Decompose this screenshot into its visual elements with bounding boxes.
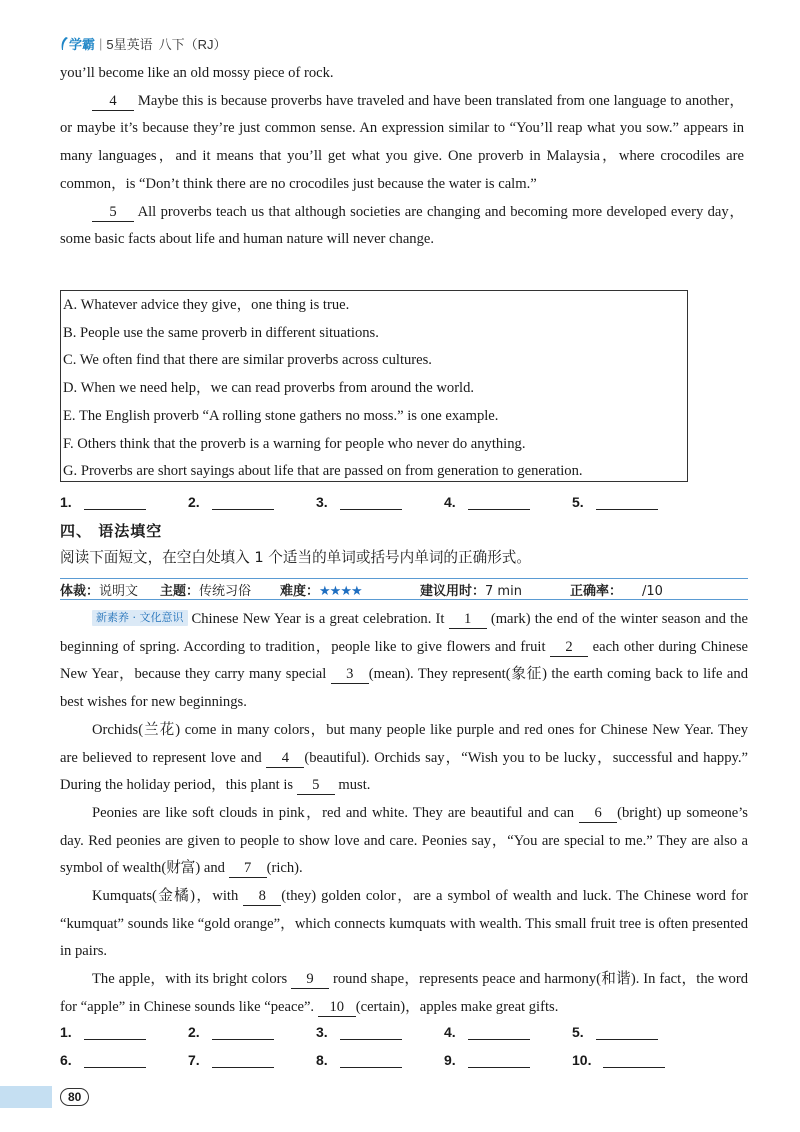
page-header: [60, 34, 227, 53]
paragraph-text: All proverbs teach us that although societies are changing and becoming more developed every day，some basic facts about life and human nature will never change.: [60, 203, 744, 248]
brand-logo: [60, 34, 95, 53]
header-divider: |: [99, 36, 103, 51]
answer-line[interactable]: [340, 1025, 402, 1040]
answer-line[interactable]: [468, 1053, 530, 1068]
answer-cell: [572, 1024, 700, 1040]
option-c: C. We often find that there are similar proverbs across cultures.: [63, 352, 432, 369]
answer-number: 2.: [188, 494, 200, 510]
answer-blank[interactable]: 9: [291, 970, 329, 989]
answer-cell: [316, 494, 444, 510]
answer-row-section3: [60, 494, 700, 510]
series-name: 5星英语: [106, 37, 153, 52]
answer-line[interactable]: [212, 1053, 274, 1068]
option-e: E. The English proverb “A rolling stone gathers no moss.” is one example.: [63, 407, 499, 424]
topic-info: 主题：传统习俗: [160, 583, 252, 599]
literacy-tag: 新素养 · 文化意识: [92, 610, 188, 626]
grade-label: 八下（RJ）: [158, 37, 227, 52]
answer-number: 1.: [60, 494, 72, 510]
answer-blank[interactable]: 4: [266, 749, 304, 768]
section-title: 四、 语法填空: [60, 522, 163, 540]
passage2-paragraph-3: Peonies are like soft clouds in pink，red and white. They are beautiful and can 6 (bright) up someone’s day. Red peonies are given to people to show love and care. Peonies say，“You are special to me.” They are also a symbol of wealth(财富) and 7 (rich).: [60, 804, 748, 877]
difficulty-stars-icon: ★★★★: [319, 583, 362, 599]
paragraph-text: Maybe this is because proverbs have traveled and have been translated from one language to another，or maybe it’s because they’re just common sense. An expression similar to “You’ll reap what you sow.” appears in many languages，and it means that you’ll get what you give. One proverb in Malaysia，where crocodiles are common，is “Don’t think there are no crocodiles just because the water is calm.”: [60, 92, 744, 192]
option-d: D. When we need help，we can read proverbs from around the world.: [63, 380, 475, 397]
passage-paragraph-5: [60, 199, 744, 254]
answer-row-section4-b: [60, 1052, 700, 1068]
option-g: G. Proverbs are short sayings about life that are passed on from generation to generation.: [63, 463, 583, 480]
answer-number: 1.: [60, 1024, 72, 1040]
answer-line[interactable]: [468, 495, 530, 510]
answer-cell: [60, 1052, 188, 1068]
answer-cell: [60, 494, 188, 510]
answer-cell: [572, 494, 700, 510]
passage-one: [60, 60, 744, 254]
answer-number: 9.: [444, 1052, 456, 1068]
answer-blank[interactable]: 6: [579, 804, 617, 823]
answer-cell: [444, 1024, 572, 1040]
passage-paragraph-4: [60, 88, 744, 199]
answer-blank[interactable]: 5: [92, 203, 134, 222]
answer-number: 10.: [572, 1052, 592, 1068]
answer-line[interactable]: [212, 1025, 274, 1040]
answer-number: 8.: [316, 1052, 328, 1068]
answer-number: 3.: [316, 1024, 328, 1040]
answer-line[interactable]: [84, 1025, 146, 1040]
answer-row-section4-a: [60, 1024, 700, 1040]
option-a: A. Whatever advice they give，one thing is true.: [63, 297, 350, 313]
answer-cell: [572, 1052, 700, 1068]
answer-blank[interactable]: 2: [550, 638, 588, 657]
answer-blank[interactable]: 10: [318, 998, 356, 1017]
time-info: 建议用时：7 min: [420, 583, 522, 599]
answer-blank[interactable]: 1: [449, 610, 487, 629]
exercise-info-bar: [60, 578, 748, 600]
answer-cell: [316, 1052, 444, 1068]
answer-line[interactable]: [596, 1025, 658, 1040]
page-number: 80: [60, 1088, 89, 1106]
accuracy-info: 正确率： /10: [570, 583, 663, 599]
section-instruction: 阅读下面短文，在空白处填入 1 个适当的单词或括号内单词的正确形式。: [60, 549, 531, 566]
options-box: [60, 290, 688, 482]
answer-line[interactable]: [603, 1053, 665, 1068]
answer-number: 5.: [572, 494, 584, 510]
answer-blank[interactable]: 7: [229, 859, 267, 878]
passage2-paragraph-1: 新素养 · 文化意识 Chinese New Year is a great celebration. It 1 (mark) the end of the winter season and the beginning of spring. According to tradition，people like to give flowers and fruit 2 each other during Chinese New Year，because they carry many special 3 (mean). They represent(象征) the earth coming back to life and best wishes for new beginnings.: [60, 611, 749, 711]
page-corner-tab: [0, 1086, 52, 1108]
passage2-paragraph-2: Orchids(兰花) come in many colors，but many people like purple and red ones for Chinese New Year. They are believed to represent love and 4 (beautiful). Orchids say，“Wish you to be lucky，successful and happy.” During the holiday period，this plant is 5 must.: [60, 721, 748, 794]
answer-line[interactable]: [340, 1053, 402, 1068]
answer-number: 4.: [444, 494, 456, 510]
brand-name: 学霸: [69, 37, 96, 52]
difficulty-info: 难度：★★★★: [280, 583, 362, 599]
answer-blank[interactable]: 4: [92, 92, 134, 111]
answer-cell: [444, 494, 572, 510]
answer-blank[interactable]: 3: [331, 665, 369, 684]
answer-cell: [188, 1052, 316, 1068]
answer-number: 7.: [188, 1052, 200, 1068]
brand-feather-icon: [60, 37, 68, 50]
answer-number: 2.: [188, 1024, 200, 1040]
answer-line[interactable]: [84, 495, 146, 510]
option-b: B. People use the same proverb in different situations.: [63, 324, 379, 341]
answer-cell: [316, 1024, 444, 1040]
answer-line[interactable]: [468, 1025, 530, 1040]
passage2-paragraph-4: Kumquats(金橘)，with 8 (they) golden color，are a symbol of wealth and luck. The Chinese word for “kumquat” sounds like “gold orange”，which connects kumquats with wealth. This small fruit tree is often presented in pairs.: [60, 888, 748, 960]
answer-number: 6.: [60, 1052, 72, 1068]
answer-blank[interactable]: 5: [297, 776, 335, 795]
answer-cell: [60, 1024, 188, 1040]
answer-cell: [188, 1024, 316, 1040]
answer-number: 4.: [444, 1024, 456, 1040]
genre-info: 体裁：说明文: [60, 583, 139, 599]
answer-line[interactable]: [596, 495, 658, 510]
answer-line[interactable]: [340, 495, 402, 510]
answer-line[interactable]: [84, 1053, 146, 1068]
passage2-paragraph-5: The apple，with its bright colors 9 round shape，represents peace and harmony(和谐). In fact，the word for “apple” in Chinese sounds like “peace”. 10 (certain)，apples make great gifts.: [60, 971, 748, 1015]
answer-cell: [188, 494, 316, 510]
answer-cell: [444, 1052, 572, 1068]
passage-two: [60, 606, 748, 1022]
passage-line: you’ll become like an old mossy piece of rock.: [60, 65, 334, 81]
answer-line[interactable]: [212, 495, 274, 510]
answer-blank[interactable]: 8: [243, 887, 281, 906]
answer-number: 3.: [316, 494, 328, 510]
option-f: F. Others think that the proverb is a warning for people who never do anything.: [63, 435, 526, 452]
answer-number: 5.: [572, 1024, 584, 1040]
